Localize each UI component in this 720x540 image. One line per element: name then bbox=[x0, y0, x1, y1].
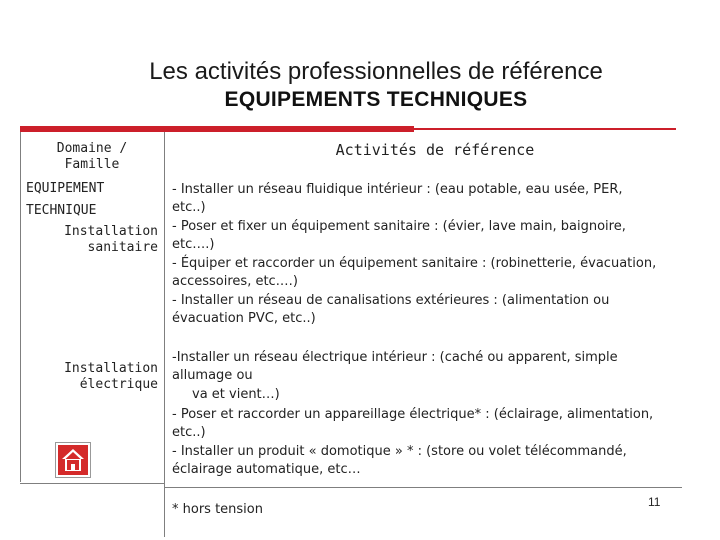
column-header-domain bbox=[22, 141, 162, 173]
slide-subtitle: EQUIPEMENTS TECHNIQUES bbox=[224, 88, 528, 111]
row2-activity-line2: allumage ou bbox=[172, 368, 253, 383]
row2-activity-line5: etc..) bbox=[172, 425, 206, 440]
column-header-activities: Activités de référence bbox=[335, 141, 535, 159]
row2-activity-line1: -Installer un réseau électrique intérieur : (caché ou apparent, simple bbox=[172, 350, 618, 365]
row2-activity-line6: - Installer un produit « domotique » * : (store ou volet télécommandé, bbox=[172, 444, 627, 459]
table-border-left bbox=[20, 132, 21, 482]
row2-domain-line2: électrique bbox=[79, 377, 158, 392]
row1-activity-line2: etc..) bbox=[172, 200, 206, 215]
row1-domain-line1: EQUIPEMENT bbox=[26, 181, 105, 196]
row1-activity-line1: - Installer un réseau fluidique intérieur : (eau potable, eau usée, PER, bbox=[172, 182, 623, 197]
row1-domain-line3: Installation bbox=[64, 224, 158, 239]
row1-activity-line4: etc….) bbox=[172, 237, 215, 252]
table-border-bottom-right bbox=[164, 487, 682, 488]
footnote: * hors tension bbox=[172, 502, 263, 517]
table-border-bottom-left bbox=[20, 483, 165, 484]
row1-domain-line2: TECHNIQUE bbox=[26, 203, 97, 218]
table-column-divider bbox=[164, 132, 165, 537]
row2-domain-line1: Installation bbox=[64, 361, 158, 376]
row1-activity-line7: - Installer un réseau de canalisations extérieures : (alimentation ou bbox=[172, 293, 610, 308]
row1-activity-line5: - Équiper et raccorder un équipement sanitaire : (robinetterie, évacuation, bbox=[172, 256, 657, 271]
slide-title: Les activités professionnelles de référence bbox=[149, 58, 603, 85]
title-underline-thin bbox=[414, 128, 676, 130]
row1-activity-line3: - Poser et fixer un équipement sanitaire : (évier, lave main, baignoire, bbox=[172, 219, 626, 234]
column-header-domain-line2: Famille bbox=[64, 157, 120, 172]
row2-activity-line3: va et vient…) bbox=[192, 387, 280, 402]
row2-activity-line7: éclairage automatique, etc… bbox=[172, 462, 361, 477]
row1-activity-line8: évacuation PVC, etc..) bbox=[172, 311, 316, 326]
row2-activity-line4: - Poser et raccorder un appareillage électrique* : (éclairage, alimentation, bbox=[172, 407, 654, 422]
home-icon[interactable] bbox=[55, 442, 91, 478]
row1-activity-line6: accessoires, etc.…) bbox=[172, 274, 298, 289]
page-number: 11 bbox=[648, 495, 661, 509]
title-underline-thick bbox=[20, 126, 414, 132]
row1-domain-line4: sanitaire bbox=[87, 240, 158, 255]
column-header-domain-line1: Domaine / bbox=[56, 141, 128, 156]
